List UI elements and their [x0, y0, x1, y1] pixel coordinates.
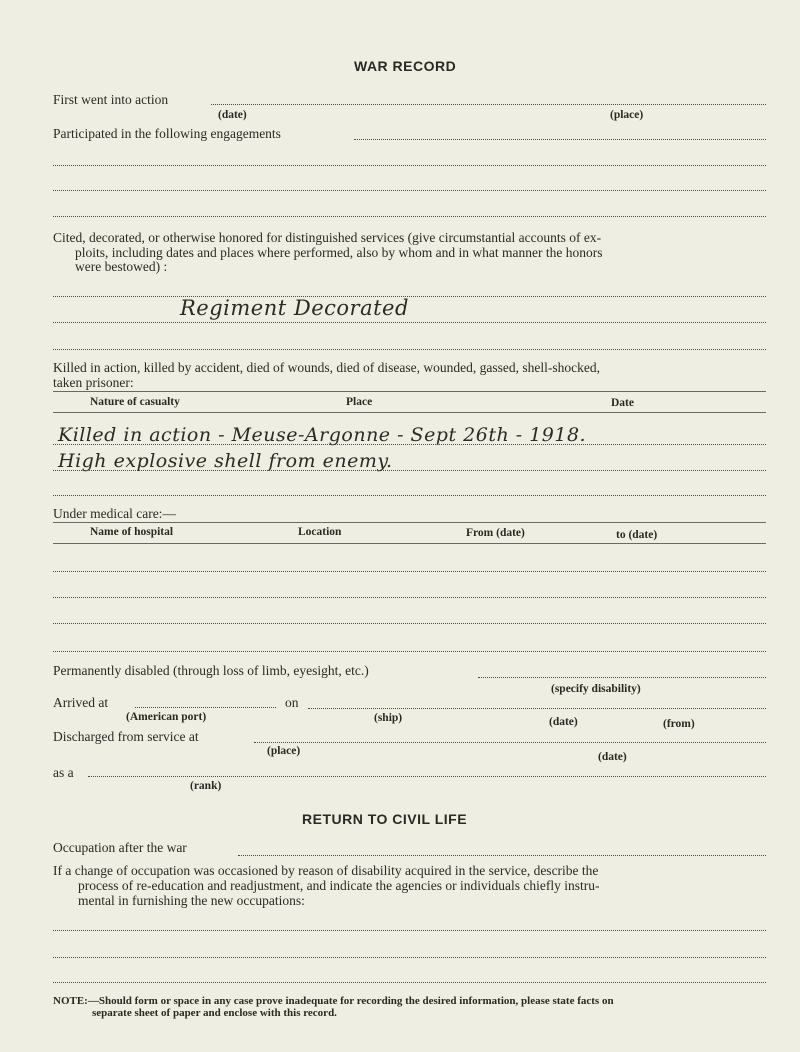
arrived-on-label: on: [285, 695, 299, 710]
first-action-line: [211, 104, 766, 105]
medical-line: [53, 571, 766, 572]
cited-text-line2: ploits, including dates and places where performed, also by whom and in what manner the honors: [75, 245, 603, 260]
medical-header-top-rule: [53, 522, 766, 523]
medical-col-hospital: Name of hospital: [90, 526, 174, 538]
casualty-col-nature: Nature of casualty: [90, 396, 180, 408]
first-action-date-caption: (date): [218, 109, 247, 121]
disabled-line: [478, 677, 766, 678]
casualty-line: [53, 495, 766, 496]
medical-col-from: From (date): [466, 527, 525, 539]
engagements-line: [53, 190, 766, 191]
engagements-label: Participated in the following engagements: [53, 126, 281, 141]
discharged-line: [254, 742, 766, 743]
casualty-col-place: Place: [346, 396, 373, 408]
medical-line: [53, 597, 766, 598]
discharged-date-caption: (date): [598, 751, 627, 763]
change-line: [53, 957, 766, 958]
casualty-header-bottom-rule: [53, 412, 766, 413]
first-action-place-caption: (place): [610, 109, 644, 121]
medical-col-location: Location: [298, 526, 342, 538]
cited-line: [53, 322, 766, 323]
casualty-line: [53, 444, 766, 445]
change-line: [53, 982, 766, 983]
cited-line: [53, 349, 766, 350]
cited-handwritten: Regiment Decorated: [180, 296, 409, 320]
medical-line: [53, 623, 766, 624]
page-title: WAR RECORD: [354, 58, 457, 74]
change-line: [53, 930, 766, 931]
arrived-date-caption: (date): [549, 716, 578, 728]
arrived-label: Arrived at: [53, 695, 109, 710]
change-text-line2: process of re-education and readjustment, and indicate the agencies or individuals chiefly instru-: [78, 878, 600, 893]
engagements-line: [53, 165, 766, 166]
rank-label: as a: [53, 765, 74, 780]
arrived-from-caption: (from): [663, 718, 695, 730]
discharged-place-caption: (place): [267, 745, 301, 757]
engagements-line: [53, 216, 766, 217]
rank-caption: (rank): [190, 780, 222, 792]
disabled-label: Permanently disabled (through loss of limb, eyesight, etc.): [53, 663, 369, 678]
arrived-port-line: [135, 707, 276, 708]
first-action-label: First went into action: [53, 92, 169, 107]
medical-col-to: to (date): [616, 529, 658, 541]
cited-text-line1: Cited, decorated, or otherwise honored for distinguished services (give circumstantial accounts of ex-: [53, 230, 602, 245]
occupation-line: [238, 855, 766, 856]
medical-line: [53, 651, 766, 652]
occupation-label: Occupation after the war: [53, 840, 187, 855]
arrived-port-caption: (American port): [126, 711, 207, 723]
change-text-line3: mental in furnishing the new occupations:: [78, 893, 305, 908]
change-text-line1: If a change of occupation was occasioned by reason of disability acquired in the service, describe the: [53, 863, 599, 878]
casualty-line: [53, 470, 766, 471]
arrived-ship-caption: (ship): [374, 712, 403, 724]
note-line1: NOTE:—Should form or space in any case prove inadequate for recording the desired information, please state facts on: [53, 995, 614, 1007]
casualty-col-date: Date: [611, 397, 634, 409]
rank-line: [88, 776, 766, 777]
casualty-header-top-rule: [53, 391, 766, 392]
civil-life-heading: RETURN TO CIVIL LIFE: [302, 811, 468, 827]
note-line2: separate sheet of paper and enclose with this record.: [92, 1007, 337, 1019]
disabled-caption: (specify disability): [551, 683, 641, 695]
engagements-line: [354, 139, 766, 140]
casualty-text-line2: taken prisoner:: [53, 375, 134, 390]
casualty-handwritten-line2: High explosive shell from enemy.: [58, 450, 393, 472]
discharged-label: Discharged from service at: [53, 729, 199, 744]
casualty-handwritten-line1: Killed in action - Meuse-Argonne - Sept 26th - 1918.: [58, 424, 587, 446]
arrived-ship-line: [308, 708, 766, 709]
medical-label: Under medical care:—: [53, 506, 176, 521]
medical-header-bottom-rule: [53, 543, 766, 544]
cited-line: [53, 296, 766, 297]
casualty-text-line1: Killed in action, killed by accident, died of wounds, died of disease, wounded, gassed, shell-shocked,: [53, 360, 600, 375]
cited-text-line3: were bestowed) :: [75, 259, 168, 274]
